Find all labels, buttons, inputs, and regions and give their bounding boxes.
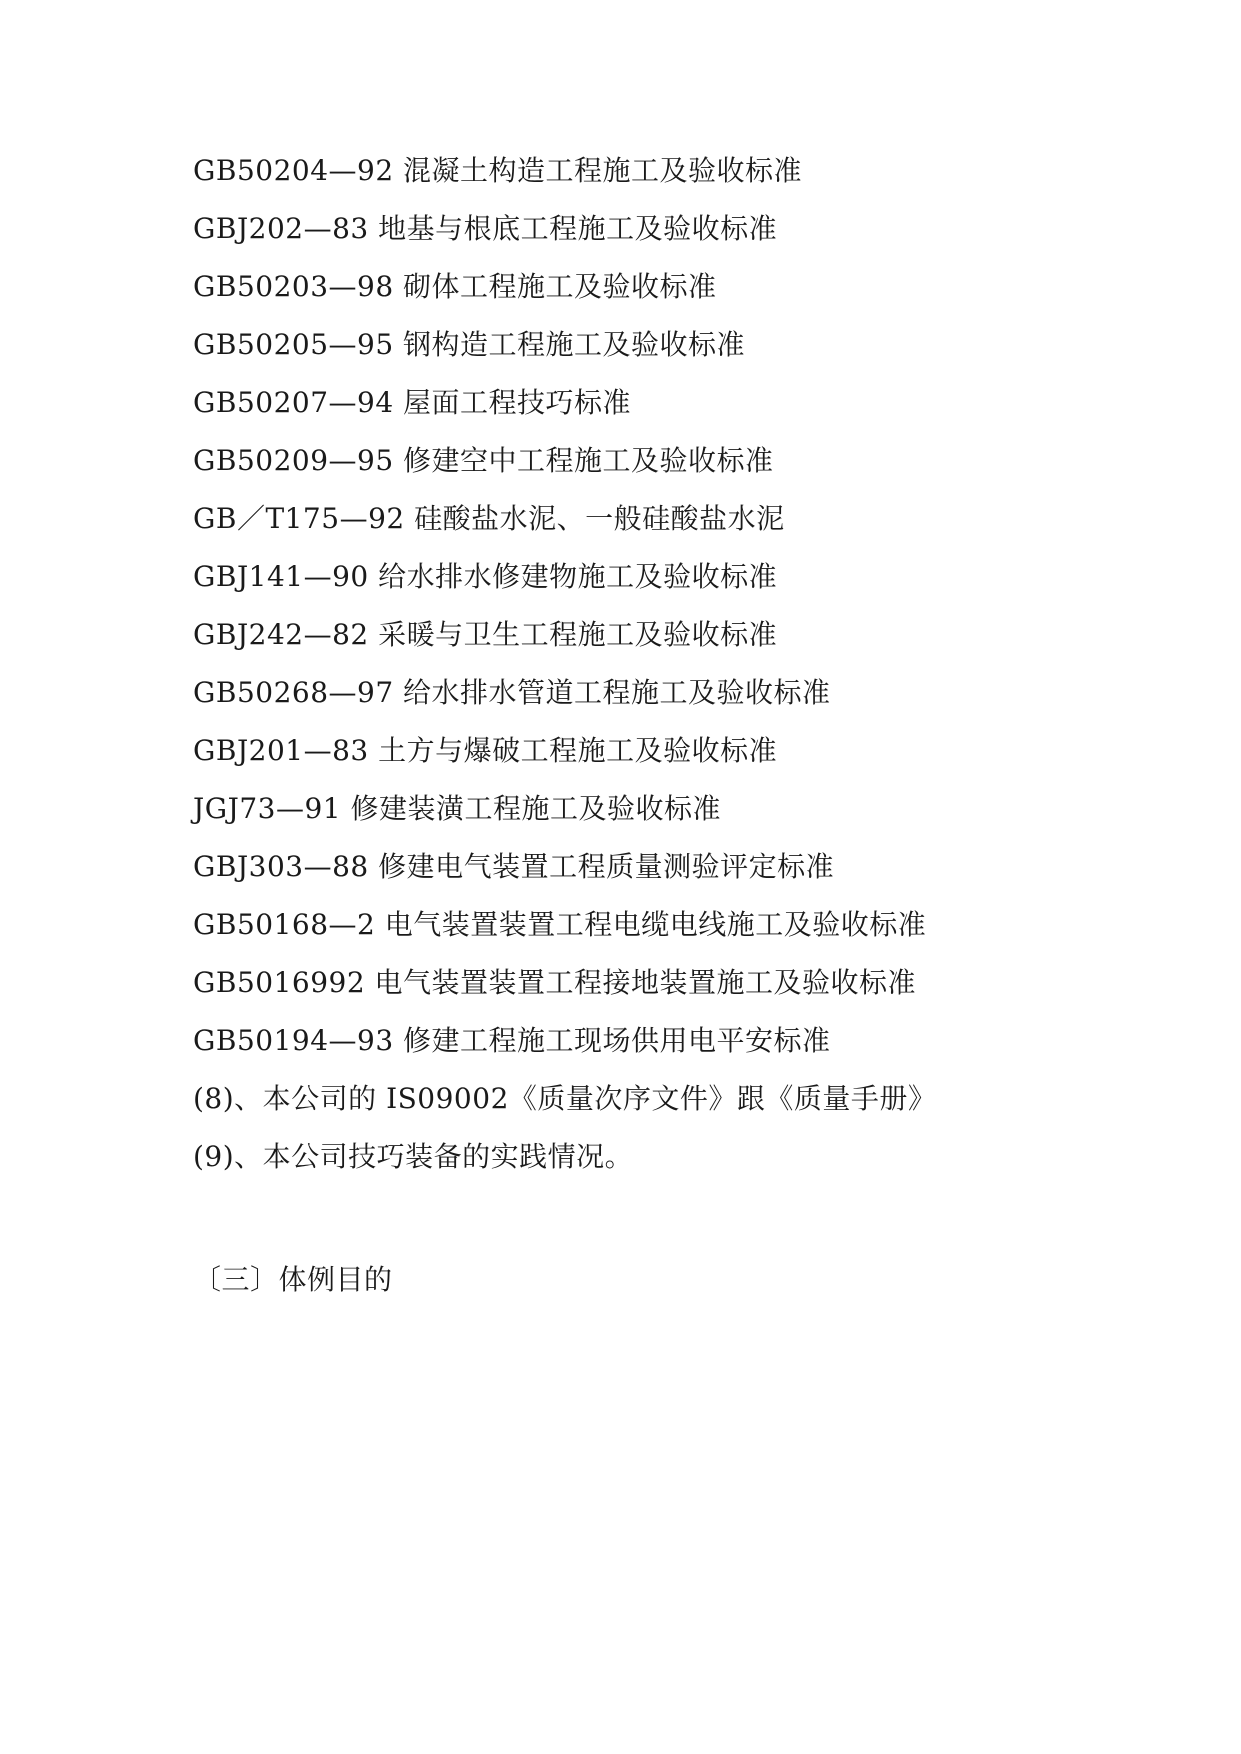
standard-line: GB50268—97 给水排水管道工程施工及验收标准 xyxy=(193,676,831,709)
standard-line: JGJ73—91 修建装潢工程施工及验收标准 xyxy=(193,792,721,825)
standard-line: GB50168—2 电气装置装置工程电缆电线施工及验收标准 xyxy=(193,908,927,941)
standard-line: GBJ202—83 地基与根底工程施工及验收标准 xyxy=(193,212,778,245)
standard-line: GB／T175—92 硅酸盐水泥、一般硅酸盐水泥 xyxy=(193,502,785,535)
standard-line: GB50203—98 砌体工程施工及验收标准 xyxy=(193,270,717,303)
standard-line: GB50209—95 修建空中工程施工及验收标准 xyxy=(193,444,774,477)
standard-line: GB50194—93 修建工程施工现场供用电平安标准 xyxy=(193,1024,831,1057)
list-item: (9)、本公司技巧装备的实践情况。 xyxy=(193,1140,634,1173)
standard-line: GB50204—92 混凝土构造工程施工及验收标准 xyxy=(193,154,803,187)
standard-line: GB5016992 电气装置装置工程接地装置施工及验收标准 xyxy=(193,966,917,999)
standard-line: GB50207—94 屋面工程技巧标准 xyxy=(193,386,632,419)
standard-line: GB50205—95 钢构造工程施工及验收标准 xyxy=(193,328,746,361)
standard-line: GBJ141—90 给水排水修建物施工及验收标准 xyxy=(193,560,778,593)
section-heading: 〔三〕体例目的 xyxy=(193,1263,393,1296)
standard-line: GBJ303—88 修建电气装置工程质量测验评定标准 xyxy=(193,850,835,883)
standard-line: GBJ201—83 土方与爆破工程施工及验收标准 xyxy=(193,734,778,767)
list-item: (8)、本公司的 IS09002《质量次序文件》跟《质量手册》 xyxy=(193,1082,937,1115)
standard-line: GBJ242—82 采暖与卫生工程施工及验收标准 xyxy=(193,618,778,651)
